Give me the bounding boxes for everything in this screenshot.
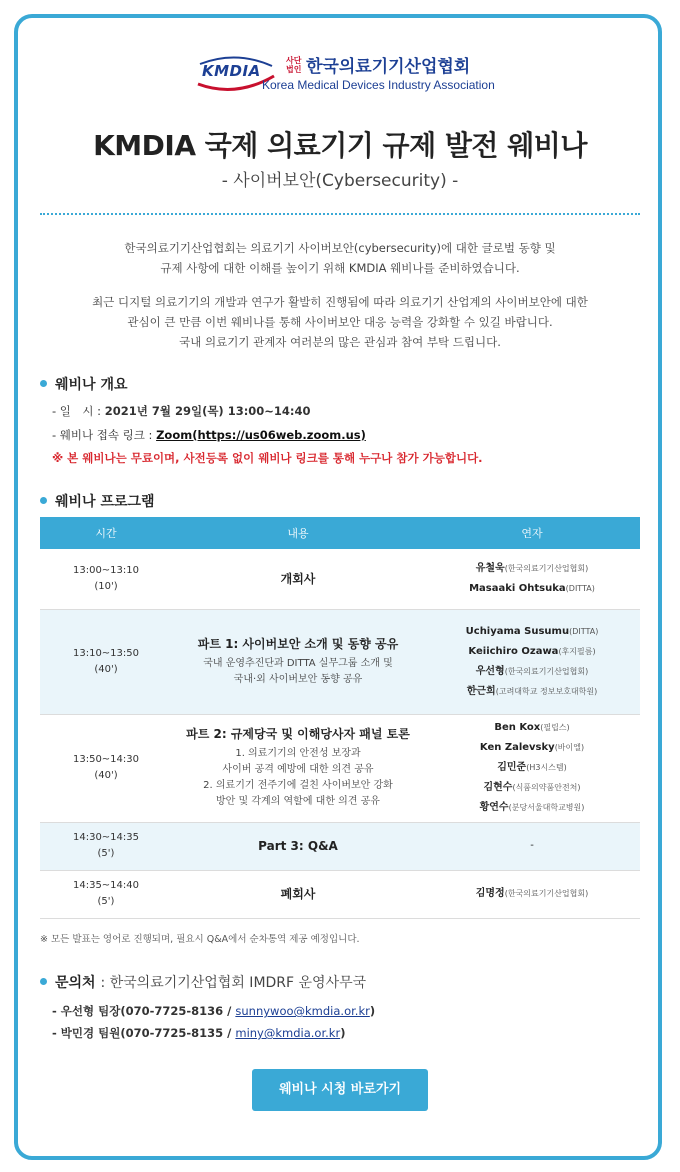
logo-korean-name: 한국의료기기산업협회 [306, 57, 471, 77]
speaker-cell [424, 822, 640, 870]
speaker-cell [424, 609, 640, 714]
page-subtitle: - 사이버보안(Cybersecurity) - [221, 171, 459, 191]
duration-text: (5') [97, 896, 115, 907]
session-title: 파트 2: 규제당국 및 이해당사자 패널 토론 [186, 727, 410, 741]
speaker: 김현수(식품의약품안전처) [483, 782, 581, 793]
session-desc: 2. 의료기기 전주기에 걸친 사이버보안 강화 [203, 780, 393, 791]
speaker-cell [424, 714, 640, 822]
time-text: 13:10~13:50 [72, 647, 139, 659]
speaker: 김민준(H3시스템) [497, 762, 567, 773]
logo-small-text: 사단 법인 [286, 56, 302, 74]
speaker: Keiichiro Ozawa(후지필름) [468, 645, 596, 657]
time-text: 14:30~14:35 [72, 832, 139, 843]
contact-tail: ) [369, 1004, 376, 1018]
intro-line: 한국의료기기산업협회는 의료기기 사이버보안(cybersecurity)에 대한 글로벌 동향 및 [124, 241, 556, 255]
session-title: Part 3: Q&A [258, 839, 338, 853]
session-desc: 국내·외 사이버보안 동향 공유 [233, 673, 363, 685]
session-desc: 방안 및 각계의 역할에 대한 의견 공유 [216, 796, 380, 807]
speaker: 우선형(한국의료기기산업협회) [475, 665, 589, 677]
section-heading-text: 문의처 [55, 975, 96, 991]
contact-text: - 박민경 팀원(070-7725-8135 / [52, 1026, 232, 1040]
watch-webinar-button[interactable]: 웨비나 시청 바로가기 [252, 1069, 428, 1111]
session-title: 폐회사 [280, 887, 316, 901]
column-header-speaker: 연자 [424, 517, 640, 549]
intro-paragraph-1 [40, 238, 640, 278]
table-row [40, 714, 640, 822]
intro-line: 국내 의료기기 관계자 여러분의 많은 관심과 참여 부탁 드립니다. [179, 335, 501, 349]
speaker: Masaaki Ohtsuka(DITTA) [469, 582, 595, 594]
speaker: Uchiyama Susumu(DITTA) [465, 625, 599, 637]
table-row [40, 822, 640, 870]
speaker-cell [424, 549, 640, 609]
session-desc: 1. 의료기기의 안전성 보장과 [235, 748, 361, 759]
table-row [40, 549, 640, 609]
date-value: 2021년 7월 29일(목) 13:00~14:40 [104, 404, 311, 418]
email-link[interactable]: miny@kmdia.or.kr [235, 1026, 341, 1040]
time-text: 13:00~13:10 [72, 564, 139, 576]
zoom-link[interactable]: Zoom(https://us06web.zoom.us) [156, 428, 366, 442]
time-text: 14:35~14:40 [72, 880, 139, 891]
contact-line-2 [52, 1025, 345, 1041]
bullet-dot-icon [40, 497, 47, 504]
time-cell [40, 549, 172, 609]
overview-date [52, 403, 311, 419]
logo-english-name: Korea Medical Devices Industry Association [262, 78, 495, 92]
section-heading-contact [40, 972, 366, 992]
table-row [40, 870, 640, 918]
session-title: 파트 1: 사이버보안 소개 및 동향 공유 [197, 636, 399, 651]
intro-paragraph-2 [40, 292, 640, 352]
content-cell [172, 822, 424, 870]
column-header-content: 내용 [172, 517, 424, 549]
link-label: - 웨비나 접속 링크 : [52, 428, 153, 442]
translation-footnote: ※ 모든 발표는 영어로 진행되며, 필요시 Q&A에서 순차통역 제공 예정입니다. [40, 934, 360, 945]
section-heading-overview [40, 374, 128, 394]
speaker: - [530, 840, 534, 851]
speaker-cell [424, 870, 640, 918]
table-header-row [40, 517, 640, 549]
speaker: Ben Kox(필립스) [494, 722, 570, 733]
intro-line: 관심이 큰 만큼 이번 웨비나를 통해 사이버보안 대응 능력을 강화할 수 있길 바랍니다. [127, 315, 553, 329]
bullet-dot-icon [40, 978, 47, 985]
overview-link [52, 427, 366, 443]
section-heading-text: 웨비나 개요 [55, 377, 128, 393]
duration-text: (40') [94, 770, 118, 781]
duration-text: (40') [94, 663, 118, 675]
content-cell [172, 549, 424, 609]
speaker: Ken Zalevsky(바이엘) [479, 742, 585, 753]
time-text: 13:50~14:30 [72, 754, 139, 765]
content-cell [172, 609, 424, 714]
contact-text: - 우선형 팀장(070-7725-8136 / [52, 1004, 232, 1018]
session-desc: 국내 운영추진단과 DITTA 실무그룹 소개 및 [203, 657, 393, 669]
session-desc: 사이버 공격 예방에 대한 의견 공유 [222, 764, 374, 775]
contact-organization: : 한국의료기기산업협회 IMDRF 운영사무국 [100, 975, 367, 991]
intro-line: 최근 디지털 의료기기의 개발과 연구가 활발히 진행됨에 따라 의료기기 산업계의 사이버보안에 대한 [92, 295, 588, 309]
free-notice: ※ 본 웨비나는 무료이며, 사전등록 없이 웨비나 링크를 통해 누구나 참가 가능합니다. [52, 451, 483, 465]
section-heading-program [40, 491, 155, 511]
time-cell [40, 609, 172, 714]
intro-line: 규제 사항에 대한 이해를 높이기 위해 KMDIA 웨비나를 준비하였습니다. [160, 261, 520, 275]
kmdia-logo [196, 48, 495, 104]
content-cell [172, 714, 424, 822]
bullet-dot-icon [40, 380, 47, 387]
time-cell [40, 714, 172, 822]
section-heading-text: 웨비나 프로그램 [55, 494, 155, 510]
logo-abbr: KMDIA [202, 62, 261, 80]
contact-tail: ) [340, 1026, 346, 1040]
speaker: 황연수(분당서울대학교병원) [479, 802, 585, 813]
speaker: 김명정(한국의료기기산업협회) [475, 888, 589, 899]
dotted-divider [40, 213, 640, 215]
time-cell [40, 870, 172, 918]
page-title: KMDIA 국제 의료기기 규제 발전 웨비나 [93, 129, 587, 162]
speaker: 유철욱(한국의료기기산업협회) [475, 562, 589, 574]
program-table [40, 517, 640, 919]
contact-line-1 [52, 1003, 375, 1019]
speaker: 한근희(고려대학교 정보보호대학원) [466, 685, 598, 697]
duration-text: (5') [97, 848, 115, 859]
content-cell [172, 870, 424, 918]
date-label: - 일 시 : [52, 404, 102, 418]
time-cell [40, 822, 172, 870]
duration-text: (10') [94, 580, 118, 592]
table-row [40, 609, 640, 714]
email-link[interactable]: sunnywoo@kmdia.or.kr [235, 1004, 370, 1018]
session-title: 개회사 [280, 571, 316, 586]
column-header-time: 시간 [40, 517, 172, 549]
